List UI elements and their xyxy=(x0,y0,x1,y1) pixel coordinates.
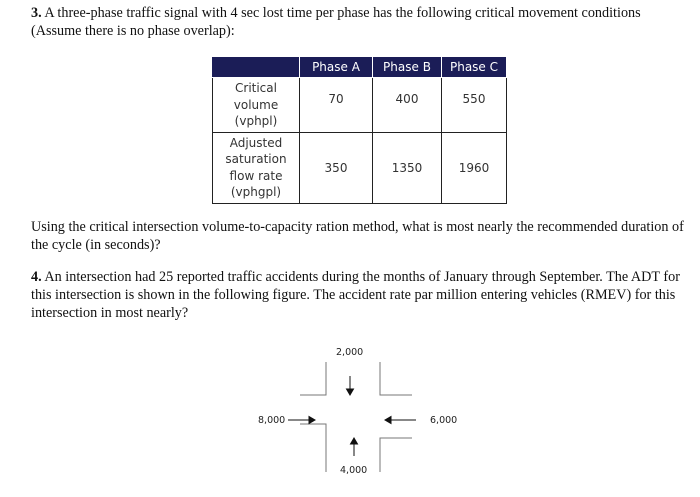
cell-critical-volume-phase-b: 400 xyxy=(373,78,442,133)
row-label-line: volume xyxy=(233,97,279,112)
curb-southwest xyxy=(300,424,326,472)
volume-south-label: 4,000 xyxy=(340,465,368,476)
table-row-critical-volume xyxy=(213,78,507,133)
question-3-prompt: Using the critical intersection volume-to-capacity ration method, what is most nearly the recommended duration of the cycle (in seconds)? xyxy=(31,219,684,253)
volume-west-label: 8,000 xyxy=(258,415,286,426)
curb-southeast xyxy=(380,438,412,472)
question-3-text: A three-phase traffic signal with 4 sec lost time per phase has the following critical movement conditions (Assume there is no phase overlap): xyxy=(31,5,641,39)
row-label-line: Critical xyxy=(235,81,277,95)
curb-northwest xyxy=(300,362,326,395)
volume-north-label: 2,000 xyxy=(336,347,364,358)
question-3-number: 3. xyxy=(31,5,42,21)
table-header-corner xyxy=(213,57,300,78)
row-label-line: saturation xyxy=(225,152,287,166)
phase-conditions-table xyxy=(212,56,507,204)
arrow-eastbound-icon xyxy=(288,417,315,424)
question-4 xyxy=(31,268,686,322)
row-label-line: (vphpl) xyxy=(234,114,278,128)
table-row-saturation-flow xyxy=(213,132,507,203)
curb-northeast xyxy=(380,362,412,395)
question-4-text: An intersection had 25 reported traffic accidents during the months of January through September. The ADT for this intersection is shown in the following figure. The accident rate par million entering vehicles (RMEV) for this intersection in most nearly? xyxy=(31,269,680,321)
cell-saturation-phase-c: 1960 xyxy=(442,132,507,203)
volume-east-label: 6,000 xyxy=(430,415,458,426)
question-4-number: 4. xyxy=(31,269,42,285)
cell-saturation-phase-b: 1350 xyxy=(373,132,442,203)
cell-critical-volume-phase-a: 70 xyxy=(300,78,373,133)
row-label-line: Adjusted xyxy=(229,135,283,150)
arrow-westbound-icon xyxy=(385,417,416,424)
cell-saturation-phase-a: 350 xyxy=(300,132,373,203)
table-header-phase-c: Phase C xyxy=(442,57,507,78)
cell-critical-volume-phase-c: 550 xyxy=(442,78,507,133)
arrow-northbound-icon xyxy=(351,438,358,456)
table-header-row xyxy=(213,57,507,78)
arrow-southbound-icon xyxy=(347,376,354,395)
row-label-saturation-flow xyxy=(213,132,300,203)
intersection-figure xyxy=(240,340,480,485)
table-header-phase-a: Phase A xyxy=(300,57,373,78)
table-header-phase-b: Phase B xyxy=(373,57,442,78)
row-label-critical-volume xyxy=(213,78,300,133)
row-label-line: flow rate xyxy=(229,168,283,183)
row-label-line: (vphgpl) xyxy=(230,185,282,199)
question-3 xyxy=(31,4,686,40)
